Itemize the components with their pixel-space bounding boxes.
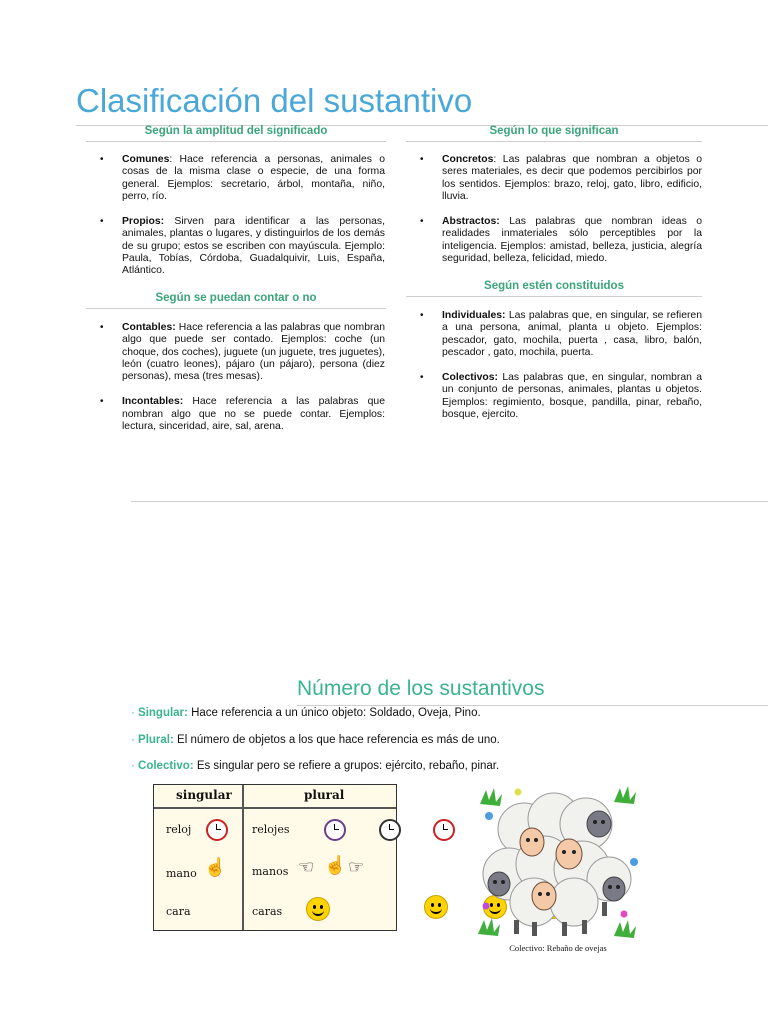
- definition: Las palabras que, en singular, nombran a un conjunto de personas, animales, plantas u objetos. Ejemplos: regimiento, bosque, pandilla, pinar, rebaño, bosque, ejercito.: [442, 372, 702, 421]
- table-cell: reloj: [166, 823, 192, 836]
- table-cell: manos: [252, 865, 289, 878]
- table-cell: mano: [166, 867, 197, 880]
- divider: [406, 296, 702, 297]
- numero-line-colectivo: [131, 760, 499, 772]
- page-title: Clasificación del sustantivo: [76, 82, 473, 119]
- definition: Hace referencia a un único objeto: Soldado, Oveja, Pino.: [187, 707, 481, 719]
- definition: : Las palabras que nombran a objetos o seres materiales, es decir que podemos percibirlos por los sentidos. Ejemplos: brazo, reloj, gato, libro, edificio, lluvia.: [442, 154, 702, 202]
- term: Singular:: [138, 707, 188, 719]
- list-item: [416, 310, 702, 359]
- table-cell: relojes: [252, 823, 290, 836]
- hand-icon: ☝: [204, 857, 227, 877]
- definition: Hace referencia a las palabras que nombran algo que puede ser contado. Ejemplos: coche (un choque, dos coches), juguete (un juguete, tres juguetes), león (cuatro leones), pájaro (un pájaro), persona (diez personas), mesa (tres mesas).: [122, 322, 385, 383]
- term: Abstractos:: [442, 216, 500, 228]
- left-heading-2: Según se puedan contar o no: [155, 292, 317, 304]
- definition: Las palabras que, en singular, se refieren a una persona, animal, planta u objeto. Ejemplos: pescador, gato, mochila, puerta , casa, libro, balón, pescador , gato, mochila, puerta.: [442, 310, 702, 358]
- singular-plural-table: [153, 784, 397, 931]
- dash: ·: [131, 760, 139, 772]
- list-item: [416, 154, 702, 203]
- left-heading-1: Según la amplitud del significado: [144, 125, 328, 137]
- definition: : Hace referencia a personas, animales o cosas de la misma clase o especie, de una forma general. Ejemplos: secretario, árbol, montaña, niño, perro, río.: [122, 154, 385, 202]
- clock-icon: [206, 819, 228, 841]
- term: Colectivo:: [138, 760, 194, 772]
- term: Comunes: [122, 154, 170, 165]
- section-divider: [131, 501, 768, 502]
- right-heading-2: Según estén constituidos: [484, 280, 624, 292]
- hand-icon: ☞: [348, 857, 365, 877]
- term: Colectivos:: [442, 372, 499, 384]
- definition: El número de objetos a los que hace referencia es más de uno.: [173, 734, 500, 746]
- clock-icon: [433, 819, 455, 841]
- smiley-icon: [424, 895, 448, 919]
- sheep-flock-illustration: [474, 784, 644, 942]
- table-cell: cara: [166, 905, 191, 918]
- image-caption: Colectivo: Rebaño de ovejas: [509, 943, 607, 953]
- divider: [86, 308, 386, 309]
- definition: Sirven para identificar a las personas, animales, plantas o lugares, y distinguirlos de los demás de su grupo; estos se escriben con mayúscula. Ejemplo: Paula, Tobías, Córdoba, Guadalquivir, Luis, España, Atlántico.: [122, 216, 385, 277]
- list-item: [96, 154, 385, 203]
- table-cell: caras: [252, 905, 283, 918]
- right-list-1: [416, 154, 702, 278]
- list-item: [96, 396, 385, 433]
- term: Contables:: [122, 322, 176, 333]
- list-item: [96, 216, 385, 277]
- definition: Hace referencia a las palabras que nombran algo que no se puede contar. Ejemplos: lectura, sinceridad, aire, sal, arena.: [122, 396, 385, 433]
- definition: Las palabras que nombran ideas o realidades inmateriales sólo perceptibles por la inteligencia. Ejemplos: amistad, belleza, justicia, alegría seguridad, belleza, felicidad, miedo.: [442, 216, 702, 265]
- divider: [86, 141, 386, 142]
- hand-icon: ☝: [324, 855, 347, 875]
- list-item: [416, 372, 702, 421]
- numero-line-singular: [131, 707, 481, 719]
- hand-icon: ☜: [298, 857, 315, 877]
- term: Plural:: [138, 734, 174, 746]
- definition: Es singular pero se refiere a grupos: ejército, rebaño, pinar.: [193, 760, 500, 772]
- clock-icon: [379, 819, 401, 841]
- dash: ·: [131, 734, 139, 746]
- divider: [154, 807, 396, 809]
- table-header-plural: plural: [304, 788, 345, 802]
- left-list-1: [96, 154, 385, 291]
- dash: ·: [131, 707, 139, 719]
- term: Concretos: [442, 154, 494, 165]
- clock-icon: [324, 819, 346, 841]
- right-heading-1: Según lo que significan: [489, 125, 619, 137]
- divider: [406, 141, 702, 142]
- term: Propios:: [122, 216, 165, 228]
- term: Individuales:: [442, 310, 506, 321]
- left-list-2: [96, 322, 385, 446]
- list-item: [96, 322, 385, 383]
- smiley-icon: [306, 897, 330, 921]
- table-header-singular: singular: [176, 788, 232, 802]
- right-list-2: [416, 310, 702, 434]
- divider: [297, 705, 768, 706]
- section-heading: Número de los sustantivos: [297, 677, 545, 700]
- numero-line-plural: [131, 734, 500, 746]
- term: Incontables:: [122, 396, 184, 408]
- list-item: [416, 216, 702, 265]
